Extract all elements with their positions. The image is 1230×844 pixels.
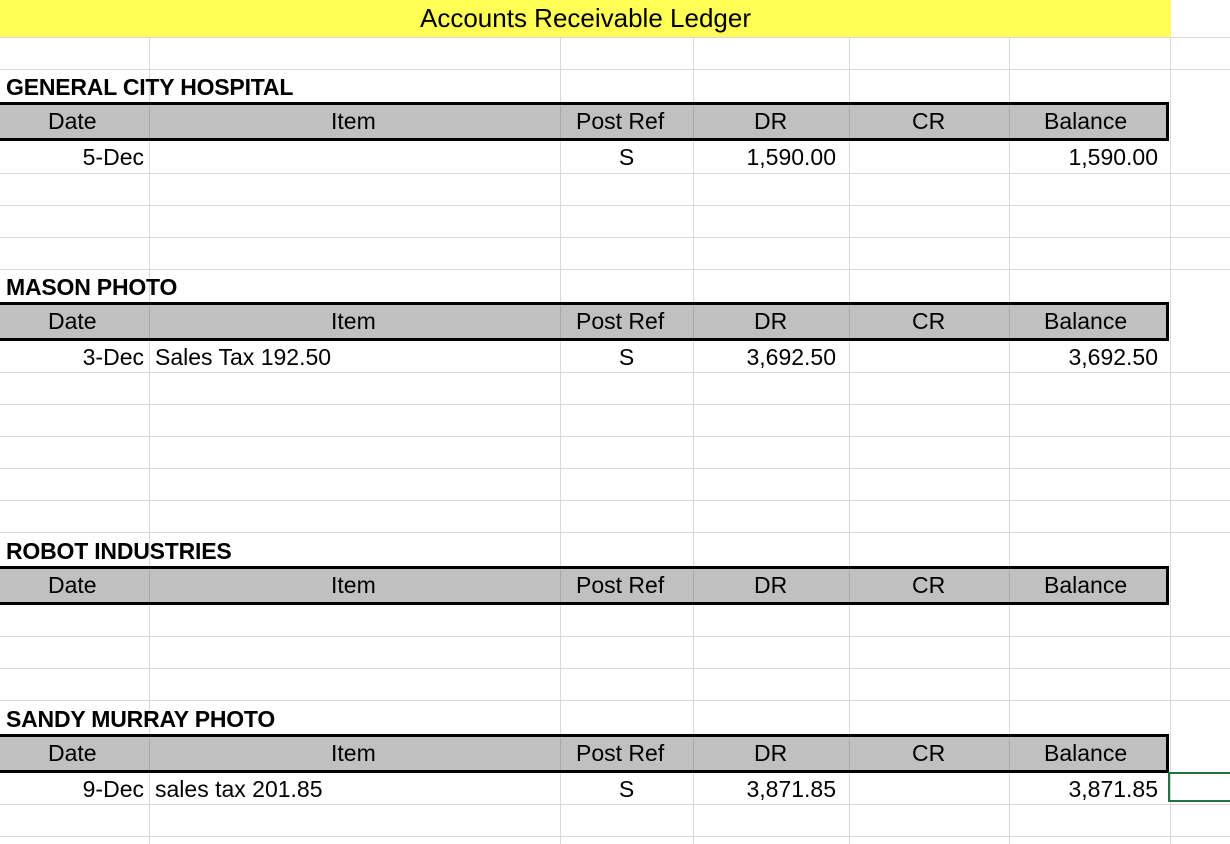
header-divider bbox=[560, 569, 561, 602]
cell-balance[interactable]: 3,692.50 bbox=[1068, 344, 1158, 370]
header-divider bbox=[149, 569, 150, 602]
header-cr[interactable]: CR bbox=[912, 740, 946, 766]
header-divider bbox=[693, 737, 694, 770]
cell-date[interactable]: 3-Dec bbox=[82, 344, 144, 370]
header-item[interactable]: Item bbox=[331, 308, 376, 334]
cell-item[interactable]: Sales Tax 192.50 bbox=[155, 344, 332, 370]
gridline bbox=[0, 436, 1230, 437]
header-divider bbox=[1009, 737, 1010, 770]
cell-dr[interactable]: 1,590.00 bbox=[746, 144, 836, 170]
header-balance[interactable]: Balance bbox=[1044, 308, 1128, 334]
gridline bbox=[0, 205, 1230, 206]
header-date[interactable]: Date bbox=[48, 308, 97, 334]
header-dr[interactable]: DR bbox=[754, 108, 788, 134]
gridline bbox=[0, 700, 1230, 701]
header-divider bbox=[849, 569, 850, 602]
header-dr[interactable]: DR bbox=[754, 740, 788, 766]
header-divider bbox=[560, 105, 561, 138]
header-dr[interactable]: DR bbox=[754, 308, 788, 334]
header-item[interactable]: Item bbox=[331, 572, 376, 598]
cell-post-ref[interactable]: S bbox=[618, 776, 635, 802]
header-date[interactable]: Date bbox=[48, 108, 97, 134]
header-cr[interactable]: CR bbox=[912, 572, 946, 598]
account-name[interactable]: MASON PHOTO bbox=[6, 274, 178, 300]
header-date[interactable]: Date bbox=[48, 740, 97, 766]
header-post-ref[interactable]: Post Ref bbox=[576, 572, 665, 598]
header-divider bbox=[693, 569, 694, 602]
header-balance[interactable]: Balance bbox=[1044, 108, 1128, 134]
gridline bbox=[0, 37, 1230, 38]
header-post-ref[interactable]: Post Ref bbox=[576, 108, 665, 134]
gridline bbox=[0, 69, 1230, 70]
header-post-ref[interactable]: Post Ref bbox=[576, 740, 665, 766]
header-post-ref[interactable]: Post Ref bbox=[576, 308, 665, 334]
header-divider bbox=[1009, 105, 1010, 138]
column-header-row bbox=[0, 734, 1169, 773]
header-divider bbox=[693, 305, 694, 338]
header-item[interactable]: Item bbox=[331, 740, 376, 766]
selected-cell[interactable] bbox=[1168, 772, 1230, 802]
gridline bbox=[0, 468, 1230, 469]
cell-balance[interactable]: 1,590.00 bbox=[1068, 144, 1158, 170]
cell-post-ref[interactable]: S bbox=[618, 144, 635, 170]
header-divider bbox=[560, 737, 561, 770]
column-header-row bbox=[0, 302, 1169, 341]
gridline bbox=[0, 237, 1230, 238]
cell-date[interactable]: 5-Dec bbox=[82, 144, 144, 170]
gridline bbox=[1170, 0, 1171, 844]
account-name[interactable]: GENERAL CITY HOSPITAL bbox=[6, 74, 294, 100]
header-balance[interactable]: Balance bbox=[1044, 572, 1128, 598]
column-header-row bbox=[0, 566, 1169, 605]
cell-balance[interactable]: 3,871.85 bbox=[1068, 776, 1158, 802]
cell-dr[interactable]: 3,692.50 bbox=[746, 344, 836, 370]
header-date[interactable]: Date bbox=[48, 572, 97, 598]
header-divider bbox=[849, 737, 850, 770]
header-divider bbox=[560, 305, 561, 338]
header-divider bbox=[849, 105, 850, 138]
gridline bbox=[0, 532, 1230, 533]
gridline bbox=[0, 269, 1230, 270]
cell-date[interactable]: 9-Dec bbox=[82, 776, 144, 802]
cell-post-ref[interactable]: S bbox=[618, 344, 635, 370]
header-divider bbox=[149, 105, 150, 138]
header-item[interactable]: Item bbox=[331, 108, 376, 134]
account-name[interactable]: ROBOT INDUSTRIES bbox=[6, 538, 232, 564]
column-header-row bbox=[0, 102, 1169, 141]
gridline bbox=[0, 404, 1230, 405]
header-divider bbox=[849, 305, 850, 338]
header-balance[interactable]: Balance bbox=[1044, 740, 1128, 766]
header-divider bbox=[1009, 305, 1010, 338]
gridline bbox=[849, 37, 850, 844]
header-divider bbox=[693, 105, 694, 138]
gridline bbox=[0, 668, 1230, 669]
header-divider bbox=[149, 305, 150, 338]
account-name[interactable]: SANDY MURRAY PHOTO bbox=[6, 706, 276, 732]
ledger-title[interactable]: Accounts Receivable Ledger bbox=[0, 0, 1171, 37]
header-divider bbox=[149, 737, 150, 770]
gridline bbox=[0, 500, 1230, 501]
cell-item[interactable]: sales tax 201.85 bbox=[155, 776, 323, 802]
gridline bbox=[0, 173, 1230, 174]
header-divider bbox=[1009, 569, 1010, 602]
header-dr[interactable]: DR bbox=[754, 572, 788, 598]
cell-dr[interactable]: 3,871.85 bbox=[746, 776, 836, 802]
gridline bbox=[0, 836, 1230, 837]
header-cr[interactable]: CR bbox=[912, 308, 946, 334]
gridline bbox=[0, 636, 1230, 637]
header-cr[interactable]: CR bbox=[912, 108, 946, 134]
